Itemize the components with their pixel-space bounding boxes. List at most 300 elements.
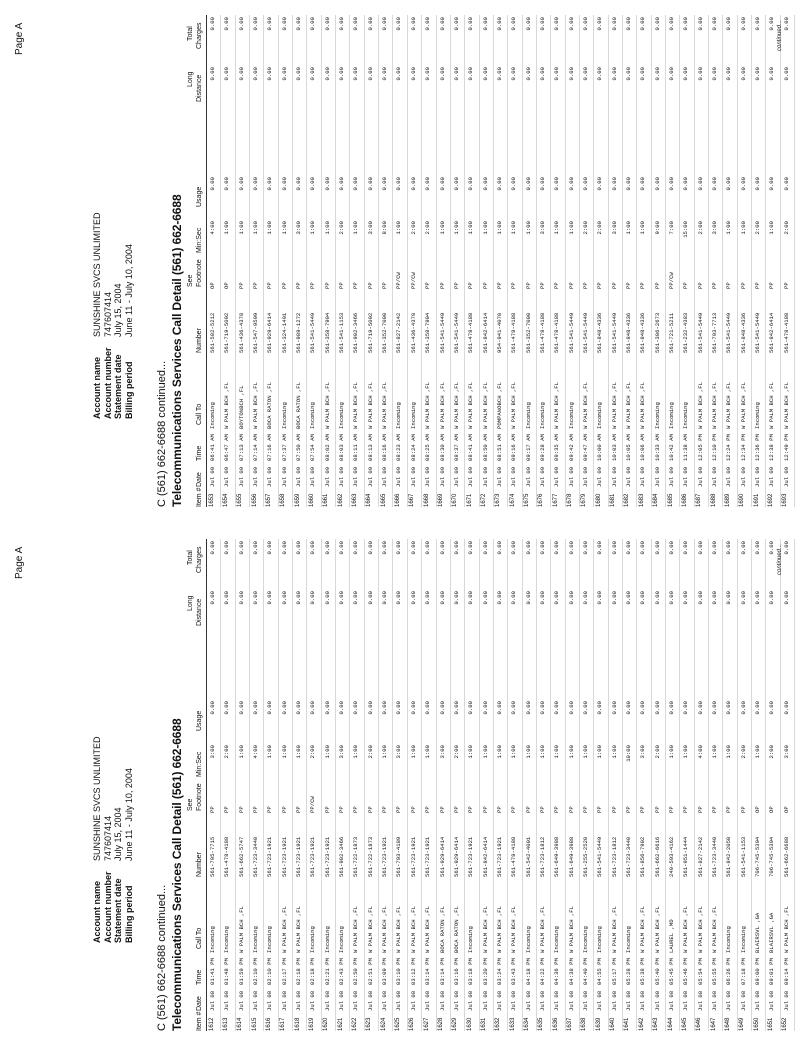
table-row xyxy=(437,15,451,507)
number-cell: 561-541-5449 xyxy=(581,312,589,353)
call-to-cell: Incoming xyxy=(653,402,661,429)
usage-cell: 0.00 xyxy=(252,701,260,715)
date-cell: Jul 08 xyxy=(424,990,432,1011)
time-cell: 10:05 AM xyxy=(624,434,632,461)
min-sec-cell: 1:00 xyxy=(323,745,331,759)
date-cell: Jul 08 xyxy=(338,990,346,1011)
usage-cell: 0.00 xyxy=(309,701,317,715)
min-sec-cell: 1:00 xyxy=(567,221,575,235)
call-to-cell: Incoming xyxy=(280,402,288,429)
table-header xyxy=(186,539,207,1031)
account-label: Statement date xyxy=(113,354,123,419)
call-to-cell: W PALM BCH ,FL xyxy=(424,382,432,429)
time-cell: 02:17 PM xyxy=(280,958,288,985)
charges-cell: 0.00 xyxy=(309,541,317,555)
table-row xyxy=(279,15,293,507)
item-number-cell: 1682 xyxy=(624,493,631,507)
number-cell: 561-842-2050 xyxy=(725,836,733,877)
table-row xyxy=(379,15,393,507)
charges-cell: 0.00 xyxy=(295,541,303,555)
date-cell: Jul 08 xyxy=(223,990,231,1011)
distance-cell: 0.00 xyxy=(668,591,675,605)
charges-cell: 0.00 xyxy=(668,541,675,555)
date-cell: Jul 09 xyxy=(424,466,432,487)
column-header: Item # xyxy=(196,487,203,507)
continued-footer: continued... xyxy=(777,543,783,575)
column-header: Charges xyxy=(196,22,203,49)
footnote-cell: PP xyxy=(366,806,374,813)
account-label: Billing period xyxy=(123,885,134,943)
item-number-cell: 1675 xyxy=(524,493,531,507)
date-cell: Jul 08 xyxy=(495,990,503,1011)
usage-cell: 0.00 xyxy=(768,701,776,715)
distance-cell: 0.00 xyxy=(553,591,561,605)
time-cell: 09:35 AM xyxy=(553,434,561,461)
min-sec-cell: 2:00 xyxy=(581,221,589,235)
charges-cell: 0.00 xyxy=(366,17,374,31)
date-cell: Jul 09 xyxy=(696,466,704,487)
usage-cell: 0.00 xyxy=(237,701,245,715)
table-row xyxy=(408,15,422,507)
footnote-cell: PP xyxy=(711,282,719,289)
usage-cell: 0.00 xyxy=(223,701,231,715)
time-cell: 10:03 AM xyxy=(610,434,618,461)
distance-cell: 0.00 xyxy=(639,67,647,81)
date-cell: Jul 09 xyxy=(624,466,632,487)
min-sec-cell: 8:00 xyxy=(381,221,389,235)
min-sec-cell: 1:00 xyxy=(754,745,762,759)
distance-cell: 0.00 xyxy=(596,67,604,81)
table-row xyxy=(623,15,637,507)
item-number-cell: 1638 xyxy=(581,1017,588,1031)
charges-cell: 0.00 xyxy=(768,541,776,555)
usage-cell: 0.00 xyxy=(653,701,661,715)
table-row xyxy=(666,539,680,1031)
number-cell: 561-723-1921 xyxy=(467,836,475,877)
number-cell: 561-722-1873 xyxy=(366,836,374,877)
date-cell: Jul 09 xyxy=(481,466,489,487)
date-cell: Jul 08 xyxy=(524,990,532,1011)
date-cell: Jul 08 xyxy=(538,990,546,1011)
time-cell: 07:18 PM xyxy=(739,958,747,985)
call-to-cell: Incoming xyxy=(754,402,762,429)
min-sec-cell: 1:00 xyxy=(223,221,231,235)
number-cell: 561-723-3440 xyxy=(711,836,719,877)
distance-cell: 0.00 xyxy=(711,67,719,81)
call-to-cell: W PALM BCH ,FL xyxy=(639,382,647,429)
account-value: June 11 - July 10, 2004 xyxy=(123,244,134,337)
usage-cell: 0.00 xyxy=(725,701,733,715)
call-to-cell: W PALM BCH ,FL xyxy=(352,382,360,429)
account-value: June 11 - July 10, 2004 xyxy=(123,768,134,861)
item-number-cell: 1678 xyxy=(567,493,574,507)
time-cell: 03:14 PM xyxy=(438,958,446,985)
min-sec-cell: 1:00 xyxy=(682,745,690,759)
charges-cell: 0.00 xyxy=(782,541,790,555)
usage-cell: 0.00 xyxy=(610,701,618,715)
item-number-cell: 1670 xyxy=(452,493,459,507)
table-row xyxy=(250,15,264,507)
item-number-cell: 1616 xyxy=(265,1017,272,1031)
call-to-cell: W PALM BCH ,FL xyxy=(510,906,518,953)
number-cell: 561-723-1812 xyxy=(610,836,618,877)
footnote-cell: OP xyxy=(223,282,231,289)
charges-cell: 0.00 xyxy=(754,17,762,31)
min-sec-cell: 2:00 xyxy=(409,221,417,235)
item-number-cell: 1690 xyxy=(739,493,746,507)
item-number-cell: 1661 xyxy=(323,493,330,507)
charges-cell: 0.00 xyxy=(223,17,231,31)
number-cell: 561-842-6414 xyxy=(768,312,776,353)
footnote-cell: PP xyxy=(739,282,747,289)
item-number-cell: 1617 xyxy=(280,1017,287,1031)
number-cell: 561-793-7713 xyxy=(711,312,719,353)
time-cell: 03:12 PM xyxy=(409,958,417,985)
footnote-cell: PP xyxy=(567,282,575,289)
usage-cell: 0.00 xyxy=(639,701,647,715)
footnote-cell: PP xyxy=(553,282,561,289)
footnote-cell: PP xyxy=(725,282,733,289)
min-sec-cell: 1:00 xyxy=(452,221,460,235)
time-cell: 02:51 PM xyxy=(366,958,374,985)
item-number-cell: 1686 xyxy=(681,493,688,507)
item-number-cell: 1679 xyxy=(581,493,588,507)
item-number-cell: 1650 xyxy=(753,1017,760,1031)
usage-cell: 0.00 xyxy=(782,177,790,191)
date-cell: Jul 08 xyxy=(610,990,618,1011)
usage-cell: 0.00 xyxy=(467,701,475,715)
item-number-cell: 1655 xyxy=(237,493,244,507)
distance-cell: 0.00 xyxy=(668,67,675,81)
footnote-cell: OP xyxy=(782,806,790,813)
footnote-cell: PP xyxy=(739,806,747,813)
call-to-cell: W PALM BCH ,FL xyxy=(510,382,518,429)
item-number-cell: 1693 xyxy=(782,493,789,507)
number-cell: 561-719-5092 xyxy=(223,312,231,353)
time-cell: 08:03 AM xyxy=(338,434,346,461)
distance-cell: 0.00 xyxy=(209,591,216,605)
date-cell: Jul 09 xyxy=(510,466,518,487)
call-to-cell: Incoming xyxy=(223,926,231,953)
number-cell: 561-352-7000 xyxy=(524,312,532,353)
date-cell: Jul 09 xyxy=(338,466,346,487)
date-cell: Jul 08 xyxy=(639,990,647,1011)
item-number-cell: 1676 xyxy=(538,493,545,507)
charges-cell: 0.00 xyxy=(338,541,346,555)
time-cell: 03:43 PM xyxy=(510,958,518,985)
footnote-cell: PP/CW xyxy=(395,272,403,289)
item-number-cell: 1685 xyxy=(667,493,674,507)
distance-cell: 0.00 xyxy=(567,67,575,81)
number-cell: 561-478-4188 xyxy=(553,312,561,353)
account-label: Account number xyxy=(102,871,113,943)
table-row xyxy=(393,539,407,1031)
charges-cell: 0.00 xyxy=(438,17,446,31)
charges-cell: 0.00 xyxy=(553,541,561,555)
number-cell: 561-842-6414 xyxy=(481,836,489,877)
charges-cell: 0.00 xyxy=(323,17,331,31)
footnote-cell: PP xyxy=(424,282,432,289)
date-cell: Jul 08 xyxy=(481,990,489,1011)
item-number-cell: 1659 xyxy=(294,493,301,507)
time-cell: 08:51 AM xyxy=(495,434,503,461)
call-to-cell: Incoming xyxy=(682,402,690,429)
footnote-cell: PP xyxy=(668,806,675,813)
min-sec-cell: 1:00 xyxy=(739,221,747,235)
call-to-cell: W PALM BCH ,FL xyxy=(639,906,647,953)
account-value: July 15, 2004 xyxy=(113,807,123,861)
min-sec-cell: 2:00 xyxy=(309,745,317,759)
table-row xyxy=(365,539,379,1031)
min-sec-cell: 2:00 xyxy=(596,221,604,235)
item-number-cell: 1635 xyxy=(538,1017,545,1031)
min-sec-cell: 1:00 xyxy=(481,221,489,235)
time-cell: 07:16 AM xyxy=(266,434,274,461)
footnote-cell: PP xyxy=(696,282,704,289)
date-cell: Jul 09 xyxy=(653,466,661,487)
time-cell: 03:20 PM xyxy=(481,958,489,985)
column-header: See xyxy=(187,798,194,811)
min-sec-cell: 2:00 xyxy=(366,745,374,759)
distance-cell: 0.00 xyxy=(596,591,604,605)
number-cell: 561-541-5449 xyxy=(610,312,618,353)
table-row xyxy=(336,15,350,507)
charges-cell: 0.00 xyxy=(280,17,288,31)
time-cell: 03:18 PM xyxy=(467,958,475,985)
charges-cell: 0.00 xyxy=(409,541,417,555)
number-cell: 561-848-4336 xyxy=(596,312,604,353)
footnote-cell: PP xyxy=(610,806,618,813)
footnote-cell: PP xyxy=(567,806,575,813)
table-row xyxy=(322,15,336,507)
item-number-cell: 1646 xyxy=(696,1017,703,1031)
distance-cell: 0.00 xyxy=(524,67,532,81)
number-cell: 954-941-4070 xyxy=(495,312,503,353)
time-cell: 12:36 PM xyxy=(754,434,762,461)
number-cell: 706-745-5394 xyxy=(768,836,776,877)
time-cell: 06:47 AM xyxy=(223,434,231,461)
distance-cell: 0.00 xyxy=(438,591,446,605)
time-cell: 04:22 PM xyxy=(538,958,546,985)
min-sec-cell: 7:00 xyxy=(668,221,675,235)
table-row xyxy=(609,15,623,507)
date-cell: Jul 08 xyxy=(266,990,274,1011)
item-number-cell: 1666 xyxy=(394,493,401,507)
min-sec-cell: 9:00 xyxy=(653,221,661,235)
item-number-cell: 1615 xyxy=(251,1017,258,1031)
distance-cell: 0.00 xyxy=(424,67,432,81)
table-row xyxy=(637,539,651,1031)
min-sec-cell: 1:00 xyxy=(668,745,675,759)
item-number-cell: 1622 xyxy=(351,1017,358,1031)
continued-heading: C (561) 662-6688 continued... xyxy=(156,360,168,507)
date-cell: Jul 08 xyxy=(381,990,389,1011)
table-row xyxy=(307,15,321,507)
min-sec-cell: 1:00 xyxy=(596,745,604,759)
charges-cell: 0.00 xyxy=(711,541,719,555)
call-to-cell: Incoming xyxy=(739,926,747,953)
date-cell: Jul 08 xyxy=(452,990,460,1011)
usage-cell: 0.00 xyxy=(467,177,475,191)
footnote-cell: PP xyxy=(467,806,475,813)
usage-cell: 0.00 xyxy=(366,701,374,715)
call-to-cell: Incoming xyxy=(266,926,274,953)
table-row xyxy=(207,539,221,1031)
number-cell: 561-951-1444 xyxy=(682,836,690,877)
item-number-cell: 1691 xyxy=(753,493,760,507)
number-cell: 561-478-4188 xyxy=(510,312,518,353)
usage-cell: 0.00 xyxy=(438,701,446,715)
footnote-cell: PP xyxy=(280,282,288,289)
table-row xyxy=(666,15,680,507)
date-cell: Jul 09 xyxy=(395,466,403,487)
statement-panel-left xyxy=(0,535,809,1035)
call-to-cell: Incoming xyxy=(725,926,733,953)
usage-cell: 0.00 xyxy=(754,177,762,191)
call-to-cell: W PALM BCH ,FL xyxy=(323,382,331,429)
call-to-cell: W PALM BCH ,FL xyxy=(553,382,561,429)
usage-cell: 0.00 xyxy=(682,177,690,191)
call-to-cell: BOCA RATON ,FL xyxy=(438,906,446,953)
footnote-cell: PP xyxy=(295,282,303,289)
number-cell: 561-723-1921 xyxy=(323,836,331,877)
distance-cell: 0.00 xyxy=(366,591,374,605)
table-row xyxy=(379,539,393,1031)
call-to-cell: W PALM BCH ,FL xyxy=(610,906,618,953)
usage-cell: 0.00 xyxy=(510,701,518,715)
table-row xyxy=(408,539,422,1031)
table-row xyxy=(695,15,709,507)
call-to-cell: W PALM BCH ,FL xyxy=(711,906,719,953)
usage-cell: 0.00 xyxy=(295,701,303,715)
table-row xyxy=(709,15,723,507)
call-to-cell: W PALM BCH ,FL xyxy=(237,906,245,953)
call-to-cell: W PALM BCH ,FL xyxy=(481,382,489,429)
charges-cell: 0.00 xyxy=(395,541,403,555)
distance-cell: 0.00 xyxy=(538,67,546,81)
distance-cell: 0.00 xyxy=(223,591,231,605)
item-number-cell: 1623 xyxy=(366,1017,373,1031)
item-number-cell: 1613 xyxy=(222,1017,229,1031)
min-sec-cell: 2:00 xyxy=(424,221,432,235)
call-to-cell: BLAIRSVL ,GA xyxy=(768,912,776,953)
min-sec-cell: 1:00 xyxy=(538,745,546,759)
number-cell: 561-649-3988 xyxy=(567,836,575,877)
table-row xyxy=(465,15,479,507)
distance-cell: 0.00 xyxy=(381,591,389,605)
continued-footer: continued... xyxy=(777,19,783,51)
footnote-cell: PP xyxy=(338,282,346,289)
number-cell: 706-745-5394 xyxy=(754,836,762,877)
usage-cell: 0.00 xyxy=(596,177,604,191)
footnote-cell: PP xyxy=(409,806,417,813)
call-to-cell: BOYTONBCH ,FL xyxy=(237,385,245,429)
distance-cell: 0.00 xyxy=(610,67,618,81)
time-cell: 09:00 PM xyxy=(754,958,762,985)
item-number-cell: 1664 xyxy=(366,493,373,507)
time-cell: 09:14 PM xyxy=(782,958,790,985)
time-cell: 01:59 PM xyxy=(237,958,245,985)
account-label: Billing period xyxy=(123,361,134,419)
time-cell: 09:47 AM xyxy=(581,434,589,461)
number-cell: 561-502-5212 xyxy=(209,312,216,353)
charges-cell: 0.00 xyxy=(467,541,475,555)
footnote-cell: PP xyxy=(682,282,690,289)
usage-cell: 0.00 xyxy=(639,177,647,191)
distance-cell: 0.00 xyxy=(209,67,216,81)
charges-cell: 0.00 xyxy=(266,541,274,555)
footnote-cell: PP xyxy=(696,806,704,813)
footnote-cell: PP xyxy=(581,282,589,289)
charges-cell: 0.00 xyxy=(668,17,675,31)
distance-cell: 0.00 xyxy=(280,67,288,81)
min-sec-cell: 1:00 xyxy=(237,221,245,235)
date-cell: Jul 09 xyxy=(538,466,546,487)
footnote-cell: PP xyxy=(252,806,260,813)
distance-cell: 0.00 xyxy=(467,591,475,605)
date-cell: Jul 09 xyxy=(610,466,618,487)
usage-cell: 0.00 xyxy=(481,177,489,191)
column-header: Number xyxy=(196,328,203,353)
time-cell: 08:24 AM xyxy=(409,434,417,461)
usage-cell: 0.00 xyxy=(237,177,245,191)
account-value: 747607414 xyxy=(102,291,113,337)
min-sec-cell: 3:00 xyxy=(639,745,647,759)
min-sec-cell: 1:00 xyxy=(381,745,389,759)
date-cell: Jul 08 xyxy=(581,990,589,1011)
time-cell: 12:05 PM xyxy=(696,434,704,461)
time-cell: 05:45 PM xyxy=(668,958,675,985)
item-number-cell: 1681 xyxy=(610,493,617,507)
distance-cell: 0.00 xyxy=(409,67,417,81)
time-cell: 02:18 PM xyxy=(309,958,317,985)
call-detail-rows xyxy=(207,539,795,1031)
table-row xyxy=(723,15,737,507)
distance-cell: 0.00 xyxy=(266,67,274,81)
footnote-cell: PP xyxy=(395,806,403,813)
number-cell: 561-723-1921 xyxy=(495,836,503,877)
number-cell: 561-478-4188 xyxy=(510,836,518,877)
number-cell: 561-662-5747 xyxy=(237,836,245,877)
min-sec-cell: 2:00 xyxy=(452,745,460,759)
column-header: Date xyxy=(196,996,203,1011)
account-row xyxy=(124,736,135,943)
distance-cell: 0.00 xyxy=(352,67,360,81)
date-cell: Jul 08 xyxy=(739,990,747,1011)
call-to-cell: W PALM BCH ,FL xyxy=(467,382,475,429)
usage-cell: 0.00 xyxy=(739,177,747,191)
account-info xyxy=(92,212,134,419)
min-sec-cell: 1:00 xyxy=(495,745,503,759)
charges-cell: 0.00 xyxy=(639,541,647,555)
column-header: Usage xyxy=(196,710,203,731)
min-sec-cell: 1:00 xyxy=(725,221,733,235)
usage-cell: 0.00 xyxy=(596,701,604,715)
call-to-cell: Incoming xyxy=(581,926,589,953)
distance-cell: 0.00 xyxy=(682,591,690,605)
distance-cell: 0.00 xyxy=(739,591,747,605)
footnote-cell: PP xyxy=(624,282,632,289)
distance-cell: 0.00 xyxy=(510,67,518,81)
charges-cell: 0.00 xyxy=(739,541,747,555)
time-cell: 08:02 AM xyxy=(323,434,331,461)
distance-cell: 0.00 xyxy=(624,591,632,605)
time-cell: 03:24 PM xyxy=(495,958,503,985)
table-row xyxy=(422,539,436,1031)
charges-cell: 0.00 xyxy=(711,17,719,31)
table-row xyxy=(594,539,608,1031)
call-to-cell: W PALM BCH ,FL xyxy=(366,906,374,953)
